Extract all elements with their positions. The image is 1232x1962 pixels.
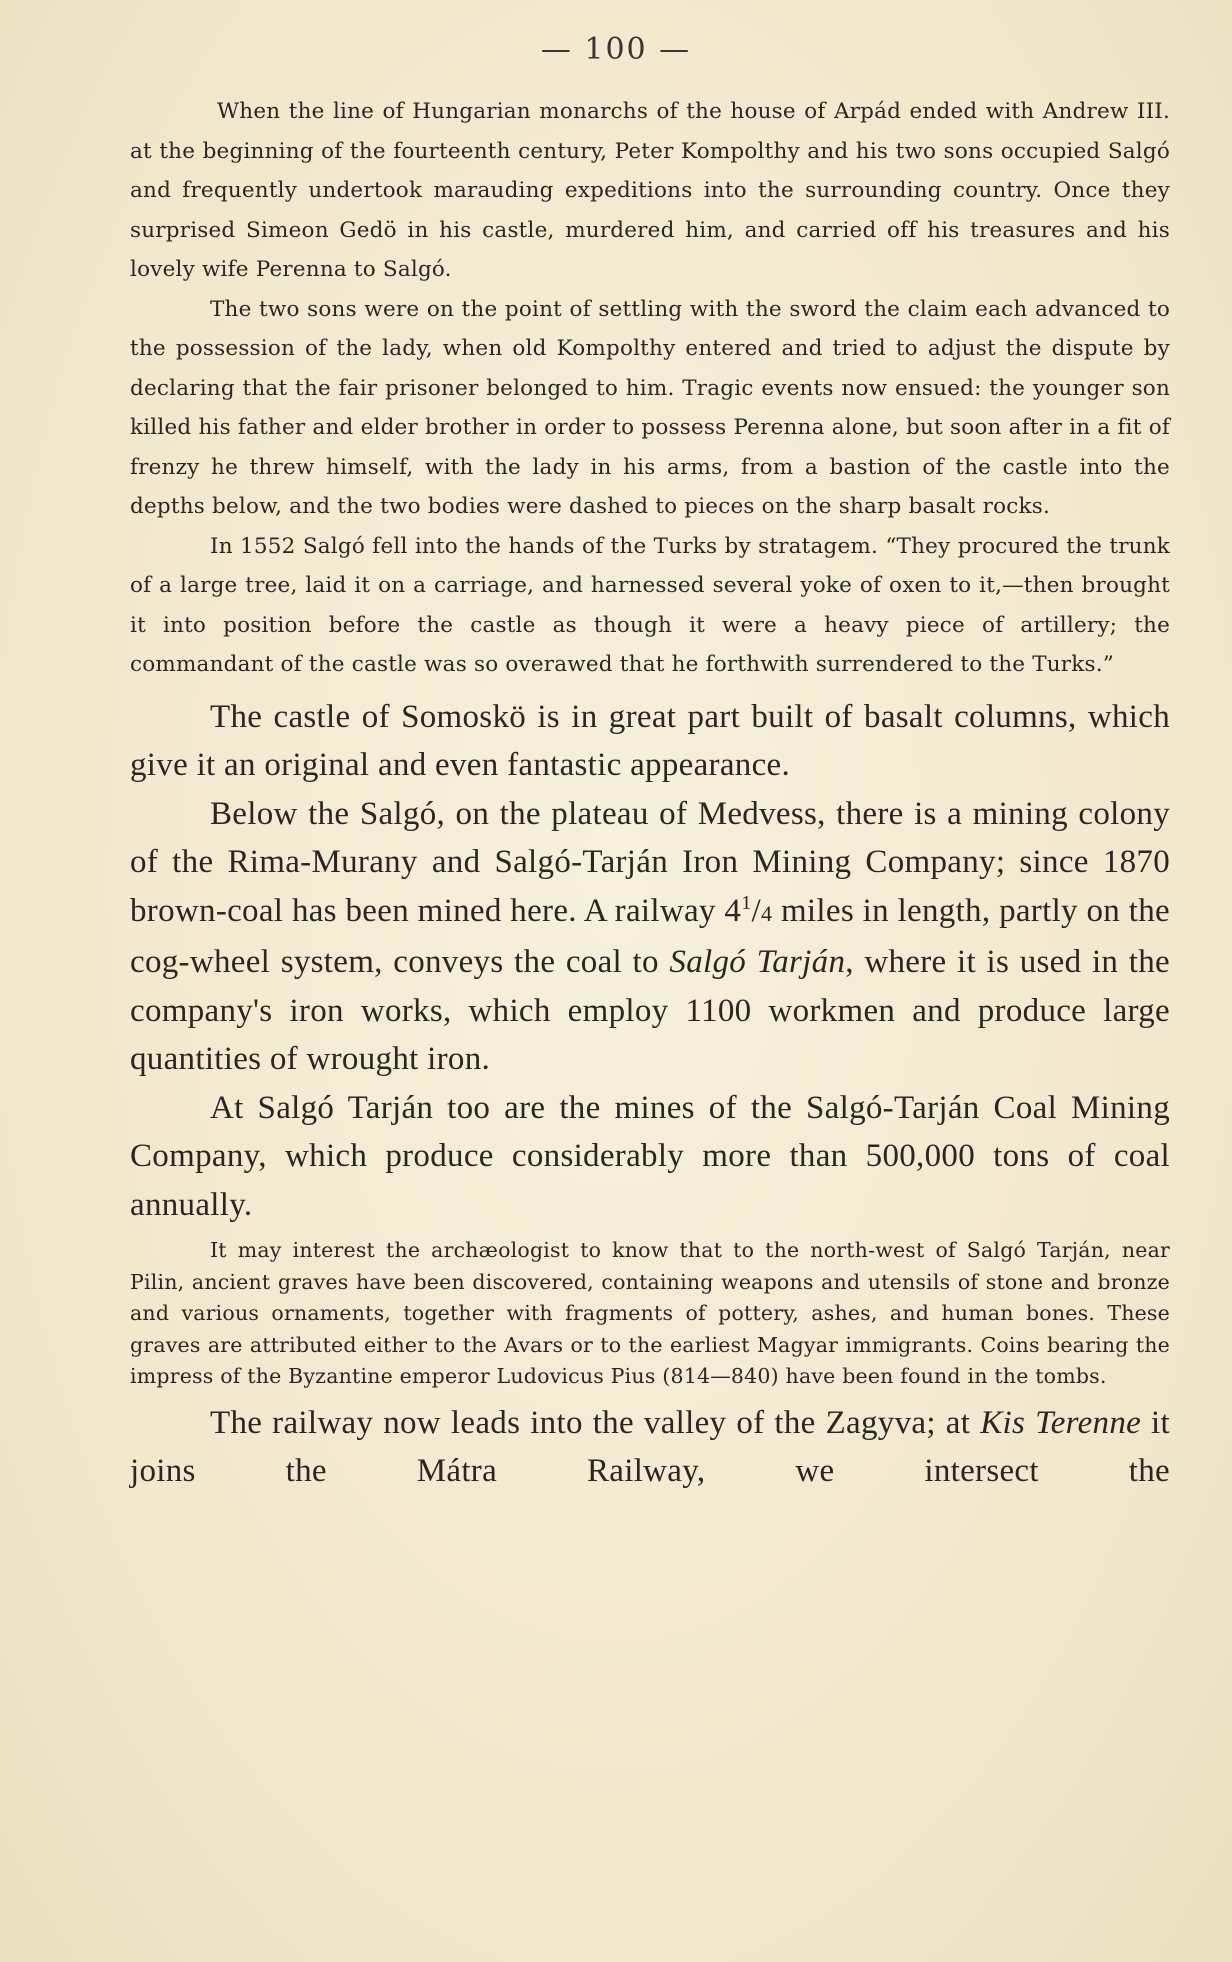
paragraph-perenna-tragedy: The two sons were on the point of settling with the sword the claim each advanced to the possession of the lady, when old Kompolthy entered and tried to adjust the dispute by declaring that the fair prisoner belonged to him. Tragic events now ensued: the younger son killed his father and elder brother in order to possess Perenna alone, but soon after in a fit of frenzy he threw himself, with the lady in his arms, from a bastion of the castle into the depths below, and the two bodies were dashed to pieces on the sharp basalt rocks.: [130, 296, 1170, 519]
page-body: [130, 92, 1170, 1496]
paragraph-somosko-castle: The castle of Somoskö is in great part built of basalt columns, which give it an original and even fantastic appearance.: [130, 698, 1170, 783]
paragraph-coal-mining-company: At Salgó Tarján too are the mines of the Salgó-Tarján Coal Mining Company, which produce considerably more than 500,000 tons of coal annually.: [130, 1089, 1170, 1223]
paragraph-kompolthy-history: When the line of Hungarian monarchs of the house of Arpád ended with Andrew III. at the beginning of the fourteenth century, Peter Kompolthy and his two sons occupied Salgó and frequently undertook marauding expeditions into the surrounding country. Once they surprised Simeon Gedö in his castle, murdered him, and carried off his treasures and his lovely wife Perenna to Salgó.: [130, 99, 1170, 282]
paragraph-turkish-stratagem: In 1552 Salgó fell into the hands of the Turks by stratagem. “They procured the trunk of a large tree, laid it on a carriage, and harnessed several yoke of oxen to it,—then brought it into position before the castle as though it were a heavy piece of artillery; the commandant of the castle was so overawed that he forthwith surrendered to the Turks.”: [130, 533, 1170, 677]
fraction-denominator: 4: [760, 900, 773, 926]
medvess-text-middle: miles in length, partly on the cog-wheel system, conveys the coal to: [130, 892, 1170, 980]
medvess-text-start: Below the Salgó, on the plateau of Medvess, there is a mining colony of the Rima-Murany and Salgó-Tarján Iron Mining Company; since 1870 brown-coal has been mined here. A railway 4: [130, 795, 1170, 929]
paragraph-medvess-mining: [130, 790, 1170, 1084]
medvess-text-end: , where it is used in the company's iron works, which employ 1100 workmen and produce large quantities of wrought iron.: [130, 944, 1171, 1077]
paragraph-archaeology-note: It may interest the archæologist to know that to the north-west of Salgó Tarján, near Pilin, ancient graves have been discovered, containing weapons and utensils of stone and bronze and various ornaments, together with fragments of pottery, ashes, and human bones. These graves are attributed either to the Avars or to the earliest Magyar immigrants. Coins bearing the impress of the Byzantine emperor Ludovicus Pius (814—840) have been found in the tombs.: [130, 1238, 1170, 1388]
page-number: — 100 —: [540, 32, 692, 67]
fraction-slash: /: [751, 892, 761, 929]
paragraph-zagyva-railway: [130, 1399, 1170, 1496]
zagyva-text-start: The railway now leads into the valley of the Zagyva; at: [210, 1404, 981, 1441]
place-name-salgo-tarjan: Salgó Tarján: [669, 944, 846, 980]
place-name-kis-terenne: Kis Terenne: [980, 1404, 1142, 1441]
fraction-numerator: 1: [741, 891, 752, 914]
zagyva-text-end: it joins the Mátra Railway, we intersect the: [130, 1404, 1170, 1489]
